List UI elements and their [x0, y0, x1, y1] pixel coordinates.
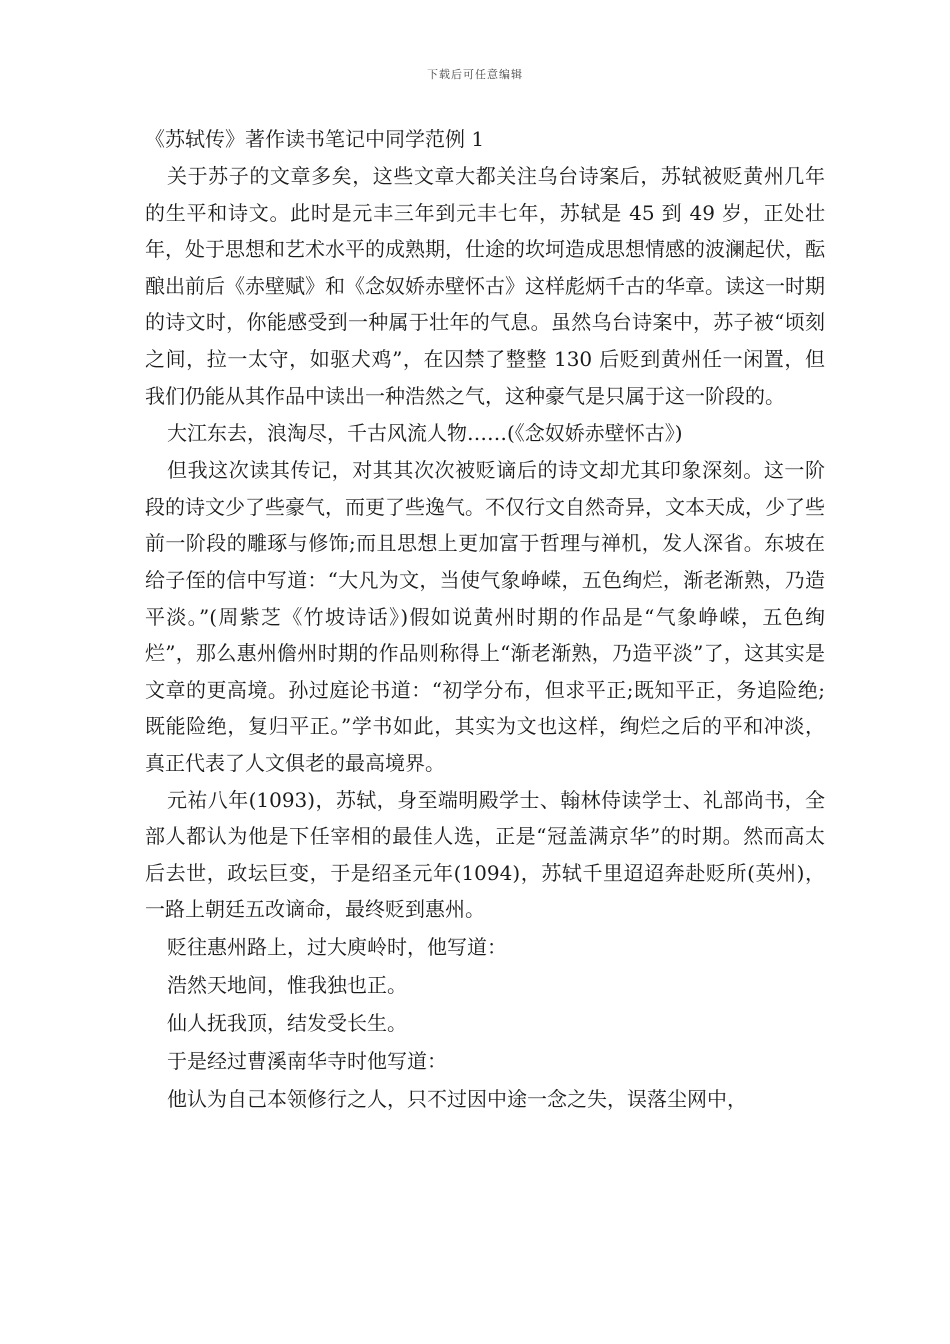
paragraph: 贬往惠州路上，过大庾岭时，他写道：: [167, 934, 507, 959]
paragraph: 于是经过曹溪南华寺时他写道：: [167, 1048, 447, 1073]
paragraph: 元祐八年(1093)，苏轼，身至端明殿学士、翰林侍读学士、礼部尚书，全部人都认为他是下任宰相的最佳人选，正是“冠盖满京华”的时期。然而高太后去世，政坛巨变，于是绍圣元年(1094)，苏轼千里迢迢奔赴贬所(英州)，一路上朝廷五改谪命，最终贬到惠州。: [145, 787, 825, 922]
paragraph: 但我这次读其传记，对其其次次被贬谪后的诗文却尤其印象深刻。这一阶段的诗文少了些豪气，而更了些逸气。不仅行文自然奇异，文本天成，少了些前一阶段的雕琢与修饰;而且思想上更加富于哲理与禅机，发人深省。东坡在给子侄的信中写道：“大凡为文，当使气象峥嵘，五色绚烂，渐老渐熟，乃造平淡。”(周紫芝《竹坡诗话》)假如说黄州时期的作品是“气象峥嵘，五色绚烂”，那么惠州儋州时期的作品则称得上“渐老渐熟，乃造平淡”了，这其实是文章的更高境。孙过庭论书道：“初学分布，但求平正;既知平正，务追险绝;既能险绝，复归平正。”学书如此，其实为文也这样，绚烂之后的平和冲淡，真正代表了人文俱老的最高境界。: [145, 458, 825, 775]
poem-line: 浩然天地间，惟我独也正。: [167, 972, 407, 997]
poem-line: 仙人抚我顶，结发受长生。: [167, 1010, 407, 1035]
document-body: [145, 124, 825, 1118]
page-header-note: 下载后可任意编辑: [427, 68, 523, 81]
quote-line: 大江东去，浪淘尽，千古风流人物……(《念奴娇赤壁怀古》): [167, 421, 683, 446]
paragraph: 关于苏子的文章多矣，这些文章大都关注乌台诗案后，苏轼被贬黄州几年的生平和诗文。此时是元丰三年到元丰七年，苏轼是 45 到 49 岁，正处壮年，处于思想和艺术水平的成熟期，仕途的坎坷造成思想情感的波澜起伏，酝酿出前后《赤壁赋》和《念奴娇赤壁怀古》这样彪炳千古的华章。读这一时期的诗文时，你能感受到一种属于壮年的气息。虽然乌台诗案中，苏子被“顷刻之间，拉一太守，如驱犬鸡”，在囚禁了整整 130 后贬到黄州任一闲置，但我们仍能从其作品中读出一种浩然之气，这种豪气是只属于这一阶段的。: [145, 164, 825, 408]
paragraph: 他认为自己本领修行之人，只不过因中途一念之失，误落尘网中，: [167, 1086, 747, 1111]
document-title: 《苏轼传》著作读书笔记中同学范例 1: [145, 127, 485, 151]
